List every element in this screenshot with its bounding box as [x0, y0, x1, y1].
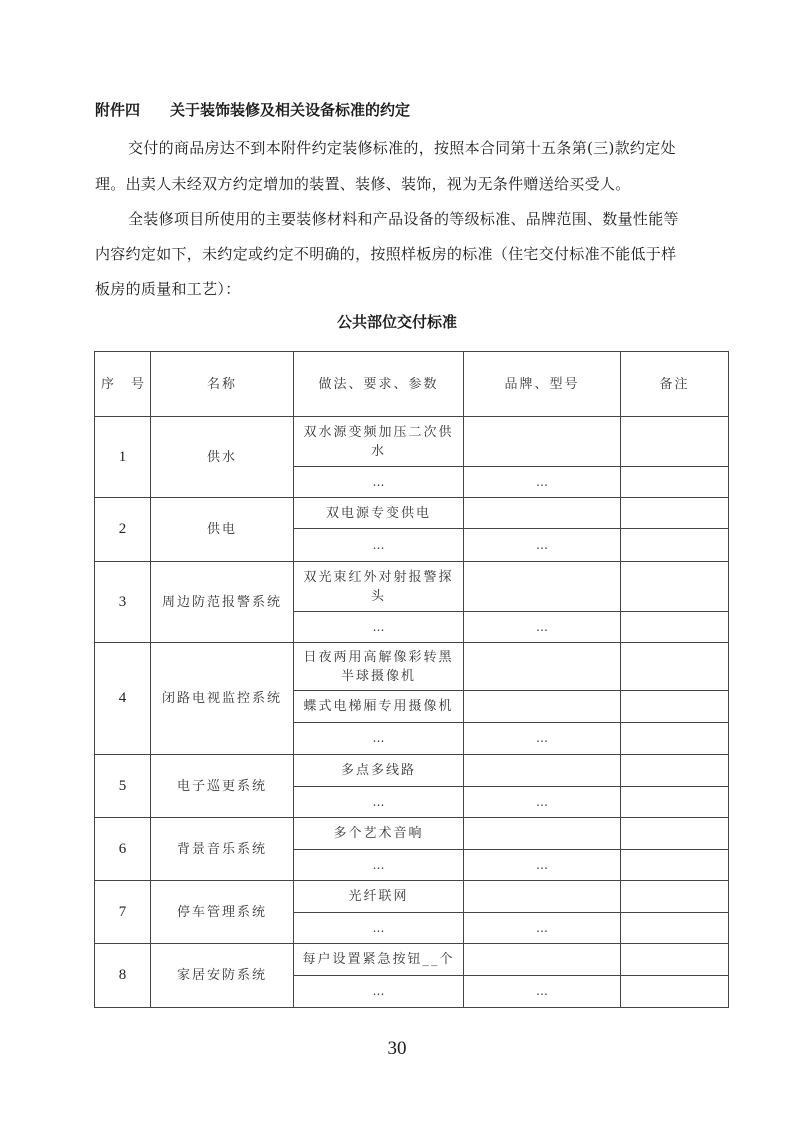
row-brand	[463, 880, 621, 913]
row-remark	[620, 849, 729, 881]
row-remark	[620, 722, 729, 755]
row-name: 供电	[150, 497, 294, 562]
row-brand	[463, 690, 621, 723]
attachment-heading	[95, 100, 410, 120]
row-brand: …	[463, 466, 621, 498]
header-name: 名称	[150, 351, 294, 417]
row-remark	[620, 786, 729, 818]
row-name: 供水	[150, 416, 294, 498]
row-method: …	[293, 466, 464, 498]
row-remark	[620, 975, 729, 1008]
row-seq: 1	[94, 416, 151, 498]
row-brand: …	[463, 975, 621, 1008]
row-method: 光纤联网	[293, 880, 464, 913]
row-method: …	[293, 912, 464, 944]
row-method: 蝶式电梯厢专用摄像机	[293, 690, 464, 723]
row-remark	[620, 880, 729, 913]
row-method: 多个艺术音响	[293, 817, 464, 850]
row-brand	[463, 642, 621, 691]
paragraph-line: 全装修项目所使用的主要装修材料和产品设备的等级标准、品牌范围、数量性能等	[128, 210, 679, 228]
header-method: 做法、要求、参数	[293, 351, 464, 417]
header-brand: 品牌、型号	[463, 351, 621, 417]
row-name: 家居安防系统	[150, 943, 294, 1008]
row-seq: 3	[94, 561, 151, 643]
page-number: 30	[387, 1038, 407, 1059]
row-brand: …	[463, 611, 621, 643]
row-seq: 8	[94, 943, 151, 1008]
row-remark	[620, 416, 729, 467]
row-method: 多点多线路	[293, 754, 464, 787]
row-remark	[620, 528, 729, 562]
row-brand	[463, 416, 621, 467]
row-brand: …	[463, 786, 621, 818]
row-remark	[620, 561, 729, 612]
row-method: …	[293, 786, 464, 818]
row-seq: 2	[94, 497, 151, 562]
row-remark	[620, 611, 729, 643]
row-name: 闭路电视监控系统	[150, 642, 294, 755]
paragraph-line: 交付的商品房达不到本附件约定装修标准的，按照本合同第十五条第(三)款约定处	[128, 139, 676, 157]
row-remark	[620, 466, 729, 498]
row-method: …	[293, 611, 464, 643]
row-remark	[620, 817, 729, 850]
row-method: 双光束红外对射报警探头	[293, 561, 464, 612]
row-remark	[620, 943, 729, 976]
row-name: 电子巡更系统	[150, 754, 294, 818]
attachment-title: 关于装饰装修及相关设备标准的约定	[170, 101, 411, 119]
row-name: 背景音乐系统	[150, 817, 294, 881]
row-brand	[463, 754, 621, 787]
row-remark	[620, 497, 729, 529]
row-method: 日夜两用高解像彩转黑半球摄像机	[293, 642, 464, 691]
row-brand	[463, 497, 621, 529]
row-brand: …	[463, 912, 621, 944]
paragraph-line: 内容约定如下，未约定或约定不明确的，按照样板房的标准（住宅交付标准不能低于样	[95, 245, 677, 263]
row-brand: …	[463, 528, 621, 562]
header-remark: 备注	[620, 351, 729, 417]
row-name: 停车管理系统	[150, 880, 294, 944]
paragraph-line: 板房的质量和工艺）：	[95, 280, 241, 298]
row-seq: 6	[94, 817, 151, 881]
row-method: 双水源变频加压二次供水	[293, 416, 464, 467]
header-seq-b: 号	[130, 376, 144, 392]
row-seq: 5	[94, 754, 151, 818]
row-remark	[620, 754, 729, 787]
row-brand: …	[463, 849, 621, 881]
row-remark	[620, 642, 729, 691]
row-remark	[620, 912, 729, 944]
row-seq: 7	[94, 880, 151, 944]
attachment-label: 附件四	[95, 101, 141, 119]
header-seq	[94, 351, 151, 417]
paragraph-line: 理。出卖人未经双方约定增加的装置、装修、装饰，视为无条件赠送给买受人。	[95, 175, 631, 193]
row-name: 周边防范报警系统	[150, 561, 294, 643]
row-method: …	[293, 528, 464, 562]
row-remark	[620, 690, 729, 723]
row-method: …	[293, 975, 464, 1008]
row-brand: …	[463, 722, 621, 755]
table-caption: 公共部位交付标准	[336, 313, 457, 331]
row-method: …	[293, 722, 464, 755]
row-brand	[463, 817, 621, 850]
row-method: 每户设置紧急按钮__个	[293, 943, 464, 976]
row-brand	[463, 561, 621, 612]
row-brand	[463, 943, 621, 976]
header-seq-a: 序	[101, 376, 115, 392]
row-method: 双电源专变供电	[293, 497, 464, 529]
row-seq: 4	[94, 642, 151, 755]
row-method: …	[293, 849, 464, 881]
